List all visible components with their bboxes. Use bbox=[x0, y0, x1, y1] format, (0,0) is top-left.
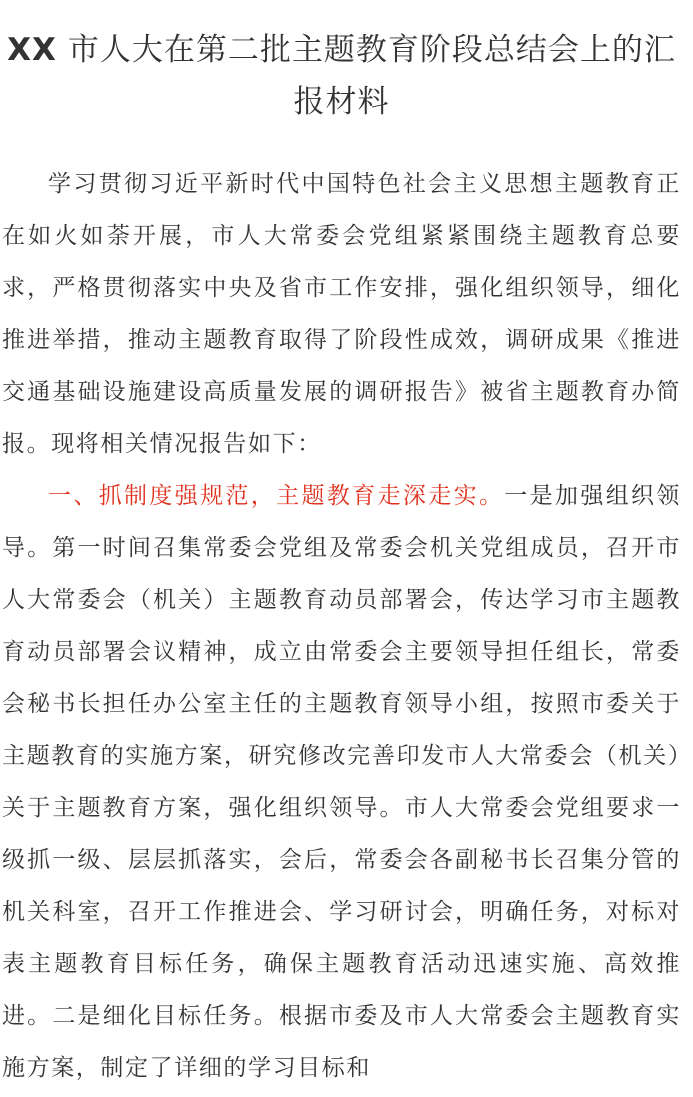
section-one-heading: 一、抓制度强规范，主题教育走深走实。 bbox=[48, 483, 505, 509]
intro-paragraph bbox=[2, 158, 681, 470]
section-one-paragraph bbox=[2, 470, 681, 1094]
document-body bbox=[2, 158, 681, 1094]
title-text: 市人大在第二批主题教育阶段总结会上的汇报材料 bbox=[56, 32, 676, 120]
intro-paragraph-text: 学习贯彻习近平新时代中国特色社会主义思想主题教育正在如火如荼开展，市人大常委会党组紧紧围绕主题教育总要求，严格贯彻落实中央及省市工作安排，强化组织领导，细化推进举措，推动主题教育取得了阶段性成效，调研成果《推进交通基础设施建设高质量发展的调研报告》被省主题教育办简报。现将相关情况报告如下： bbox=[2, 171, 681, 457]
document-title bbox=[2, 24, 681, 128]
section-one-text: 一是加强组织领导。第一时间召集常委会党组及常委会机关党组成员，召开市人大常委会（机关）主题教育动员部署会，传达学习市主题教育动员部署会议精神，成立由常委会主要领导担任组长，常委会秘书长担任办公室主任的主题教育领导小组，按照市委关于主题教育的实施方案，研究修改完善印发市人大常委会（机关）关于主题教育方案，强化组织领导。市人大常委会党组要求一级抓一级、层层抓落实，会后，常委会各副秘书长召集分管的机关科室，召开工作推进会、学习研讨会，明确任务，对标对表主题教育目标任务，确保主题教育活动迅速实施、高效推进。二是细化目标任务。根据市委及市人大常委会主题教育实施方案，制定了详细的学习目标和 bbox=[2, 483, 681, 1081]
title-prefix: XX bbox=[7, 32, 57, 68]
